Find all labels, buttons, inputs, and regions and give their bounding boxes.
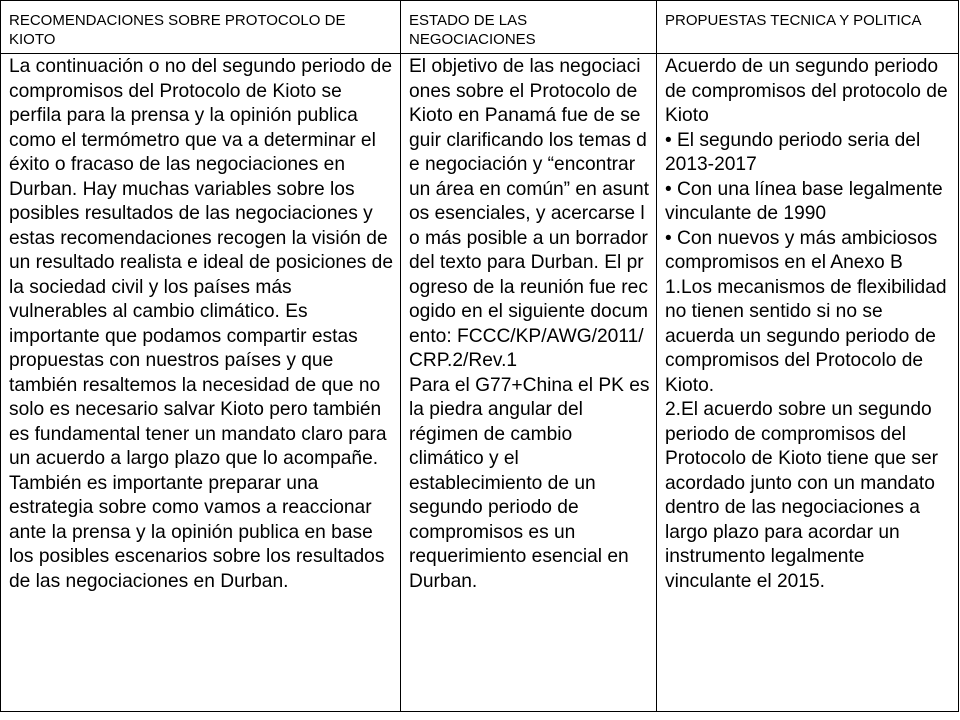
cell-recomendaciones [1,54,401,712]
cell-estado [401,54,657,712]
propuestas-intro: Acuerdo de un segundo periodo de compromisos del protocolo de Kioto [665,56,948,126]
bullet-text: El segundo periodo seria del 2013-2017 [665,129,921,175]
header-estado: ESTADO DE LAS NEGOCIACIONES [401,1,657,54]
bullet-item [665,129,952,178]
bullet-icon: • [665,227,672,249]
bullet-item [665,178,952,227]
bullet-icon: • [665,178,672,200]
content-row [1,54,959,712]
numbered-item-2: 2.El acuerdo sobre un segundo periodo de compromisos del Protocolo de Kioto tiene que ser acordado junto con un mandato dentro de las negociaciones a largo plazo para acordar un instrumento legalmente vinculante el 2015. [665,399,939,592]
numbered-item-1: 1.Los mecanismos de flexibilidad no tienen sentido si no se acuerda un segundo periodo de compromisos del Protocolo de Kioto. [665,276,947,396]
header-row [1,1,959,54]
header-propuestas: PROPUESTAS TECNICA Y POLITICA [657,1,959,54]
bullet-icon: • [665,129,672,151]
cell-propuestas [657,54,959,712]
bullet-item [665,227,952,276]
bullet-text: Con una línea base legalmente vinculante de 1990 [665,178,943,224]
header-recomendaciones: RECOMENDACIONES SOBRE PROTOCOLO DE KIOTO [1,1,401,54]
recomendaciones-text: La continuación o no del segundo periodo de compromisos del Protocolo de Kioto se perfila para la prensa y la opinión publica como el termómetro que va a determinar el éxito o fracaso de las negociaciones en Durban. Hay muchas variables sobre los posibles resultados de las negociaciones y estas recomendaciones recogen la visión de un resultado realista e ideal de posiciones de la sociedad civil y los países más vulnerables al cambio climático. Es importante que podamos compartir estas propuestas con nuestros países y que también resaltemos la necesidad de que no solo es necesario salvar Kioto pero también es fundamental tener un mandato claro para un acuerdo a largo plazo que lo acompañe. También es importante preparar una estrategia sobre como vamos a reaccionar ante la prensa y la opinión publica en base los posibles escenarios sobre los resultados de las negociaciones en Durban. [9,56,394,592]
bullet-text: Con nuevos y más ambiciosos compromisos en el Anexo B [665,227,938,273]
estado-paragraph-2: Para el G77+China el PK es la piedra angular del régimen de cambio climático y el establecimiento de un segundo periodo de compromisos es un requerimiento esencial en Durban. [409,374,650,592]
estado-paragraph-1: El objetivo de las negociaciones sobre el Protocolo de Kioto en Panamá fue de seguir clarificando los temas de negociación y “encontrar un área en común” en asuntos esenciales, y acercarse lo más posible a un borrador del texto para Durban. El progreso de la reunión fue recogido en el siguiente documento: FCCC/KP/AWG/2011/CRP.2/Rev.1 [409,56,650,371]
